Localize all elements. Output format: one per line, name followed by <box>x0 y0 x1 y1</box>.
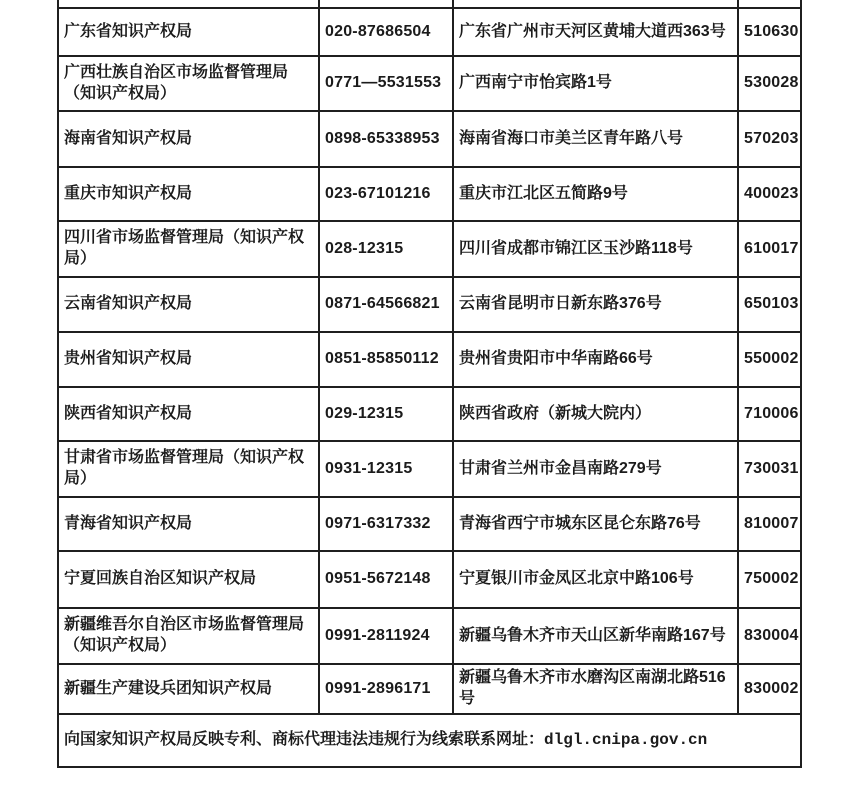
footer-note-cell <box>58 714 801 767</box>
office-address-cell: 青海省西宁市城东区昆仑东路76号 <box>453 497 738 551</box>
office-address-cell: 重庆市江北区五简路9号 <box>453 167 738 221</box>
office-name-cell: 新疆生产建设兵团知识产权局 <box>58 664 319 714</box>
office-zip-cell: 610017 <box>738 221 801 277</box>
office-zip-cell: 650103 <box>738 277 801 332</box>
office-zip-cell: 750002 <box>738 551 801 608</box>
office-phone-cell: 029-12315 <box>319 387 453 441</box>
office-address-cell: 四川省成都市锦江区玉沙路118号 <box>453 221 738 277</box>
office-name-cell: 陕西省知识产权局 <box>58 387 319 441</box>
table-row <box>58 551 801 608</box>
office-zip-cell: 730031 <box>738 441 801 497</box>
empty-cell <box>453 0 738 8</box>
office-address-cell: 新疆乌鲁木齐市天山区新华南路167号 <box>453 608 738 664</box>
office-phone-cell: 0991-2896171 <box>319 664 453 714</box>
table-row <box>58 497 801 551</box>
ip-office-directory-table <box>57 0 802 768</box>
office-name-cell: 甘肃省市场监督管理局（知识产权局） <box>58 441 319 497</box>
office-phone-cell: 0971-6317332 <box>319 497 453 551</box>
office-phone-cell: 0851-85850112 <box>319 332 453 387</box>
office-address-cell: 海南省海口市美兰区青年路八号 <box>453 111 738 167</box>
office-zip-cell: 830002 <box>738 664 801 714</box>
office-zip-cell: 570203 <box>738 111 801 167</box>
office-zip-cell: 530028 <box>738 56 801 111</box>
office-address-cell: 宁夏银川市金凤区北京中路106号 <box>453 551 738 608</box>
office-zip-cell: 510630 <box>738 8 801 56</box>
table-row <box>58 221 801 277</box>
office-name-cell: 云南省知识产权局 <box>58 277 319 332</box>
office-name-cell: 海南省知识产权局 <box>58 111 319 167</box>
office-address-cell: 新疆乌鲁木齐市水磨沟区南湖北路516号 <box>453 664 738 714</box>
office-name-cell: 贵州省知识产权局 <box>58 332 319 387</box>
office-name-cell: 新疆维吾尔自治区市场监督管理局（知识产权局） <box>58 608 319 664</box>
table-row-partial <box>58 0 801 8</box>
table-row <box>58 332 801 387</box>
office-zip-cell: 400023 <box>738 167 801 221</box>
office-phone-cell: 0898-65338953 <box>319 111 453 167</box>
office-zip-cell: 830004 <box>738 608 801 664</box>
footer-url-text: dlgl.cnipa.gov.cn <box>544 731 708 750</box>
office-name-cell: 重庆市知识产权局 <box>58 167 319 221</box>
table-footer-row <box>58 714 801 767</box>
table-row <box>58 277 801 332</box>
office-phone-cell: 0931-12315 <box>319 441 453 497</box>
office-zip-cell: 710006 <box>738 387 801 441</box>
footer-note-label: 向国家知识产权局反映专利、商标代理违法违规行为线索联系网址： <box>64 731 545 749</box>
empty-cell <box>58 0 319 8</box>
office-address-cell: 广西南宁市怡宾路1号 <box>453 56 738 111</box>
table-row <box>58 664 801 714</box>
office-phone-cell: 0871-64566821 <box>319 277 453 332</box>
table-row <box>58 111 801 167</box>
empty-cell <box>738 0 801 8</box>
office-phone-cell: 028-12315 <box>319 221 453 277</box>
office-zip-cell: 550002 <box>738 332 801 387</box>
office-zip-cell: 810007 <box>738 497 801 551</box>
office-address-cell: 陕西省政府（新城大院内） <box>453 387 738 441</box>
office-address-cell: 广东省广州市天河区黄埔大道西363号 <box>453 8 738 56</box>
office-address-cell: 云南省昆明市日新东路376号 <box>453 277 738 332</box>
table-row <box>58 167 801 221</box>
office-name-cell: 广西壮族自治区市场监督管理局（知识产权局） <box>58 56 319 111</box>
office-name-cell: 宁夏回族自治区知识产权局 <box>58 551 319 608</box>
office-name-cell: 青海省知识产权局 <box>58 497 319 551</box>
table-row <box>58 387 801 441</box>
office-address-cell: 贵州省贵阳市中华南路66号 <box>453 332 738 387</box>
office-phone-cell: 023-67101216 <box>319 167 453 221</box>
office-phone-cell: 0951-5672148 <box>319 551 453 608</box>
office-phone-cell: 0771—5531553 <box>319 56 453 111</box>
office-address-cell: 甘肃省兰州市金昌南路279号 <box>453 441 738 497</box>
office-phone-cell: 0991-2811924 <box>319 608 453 664</box>
table-row <box>58 8 801 56</box>
table-row <box>58 56 801 111</box>
table-row <box>58 608 801 664</box>
table-row <box>58 441 801 497</box>
empty-cell <box>319 0 453 8</box>
office-phone-cell: 020-87686504 <box>319 8 453 56</box>
office-name-cell: 广东省知识产权局 <box>58 8 319 56</box>
office-name-cell: 四川省市场监督管理局（知识产权局） <box>58 221 319 277</box>
